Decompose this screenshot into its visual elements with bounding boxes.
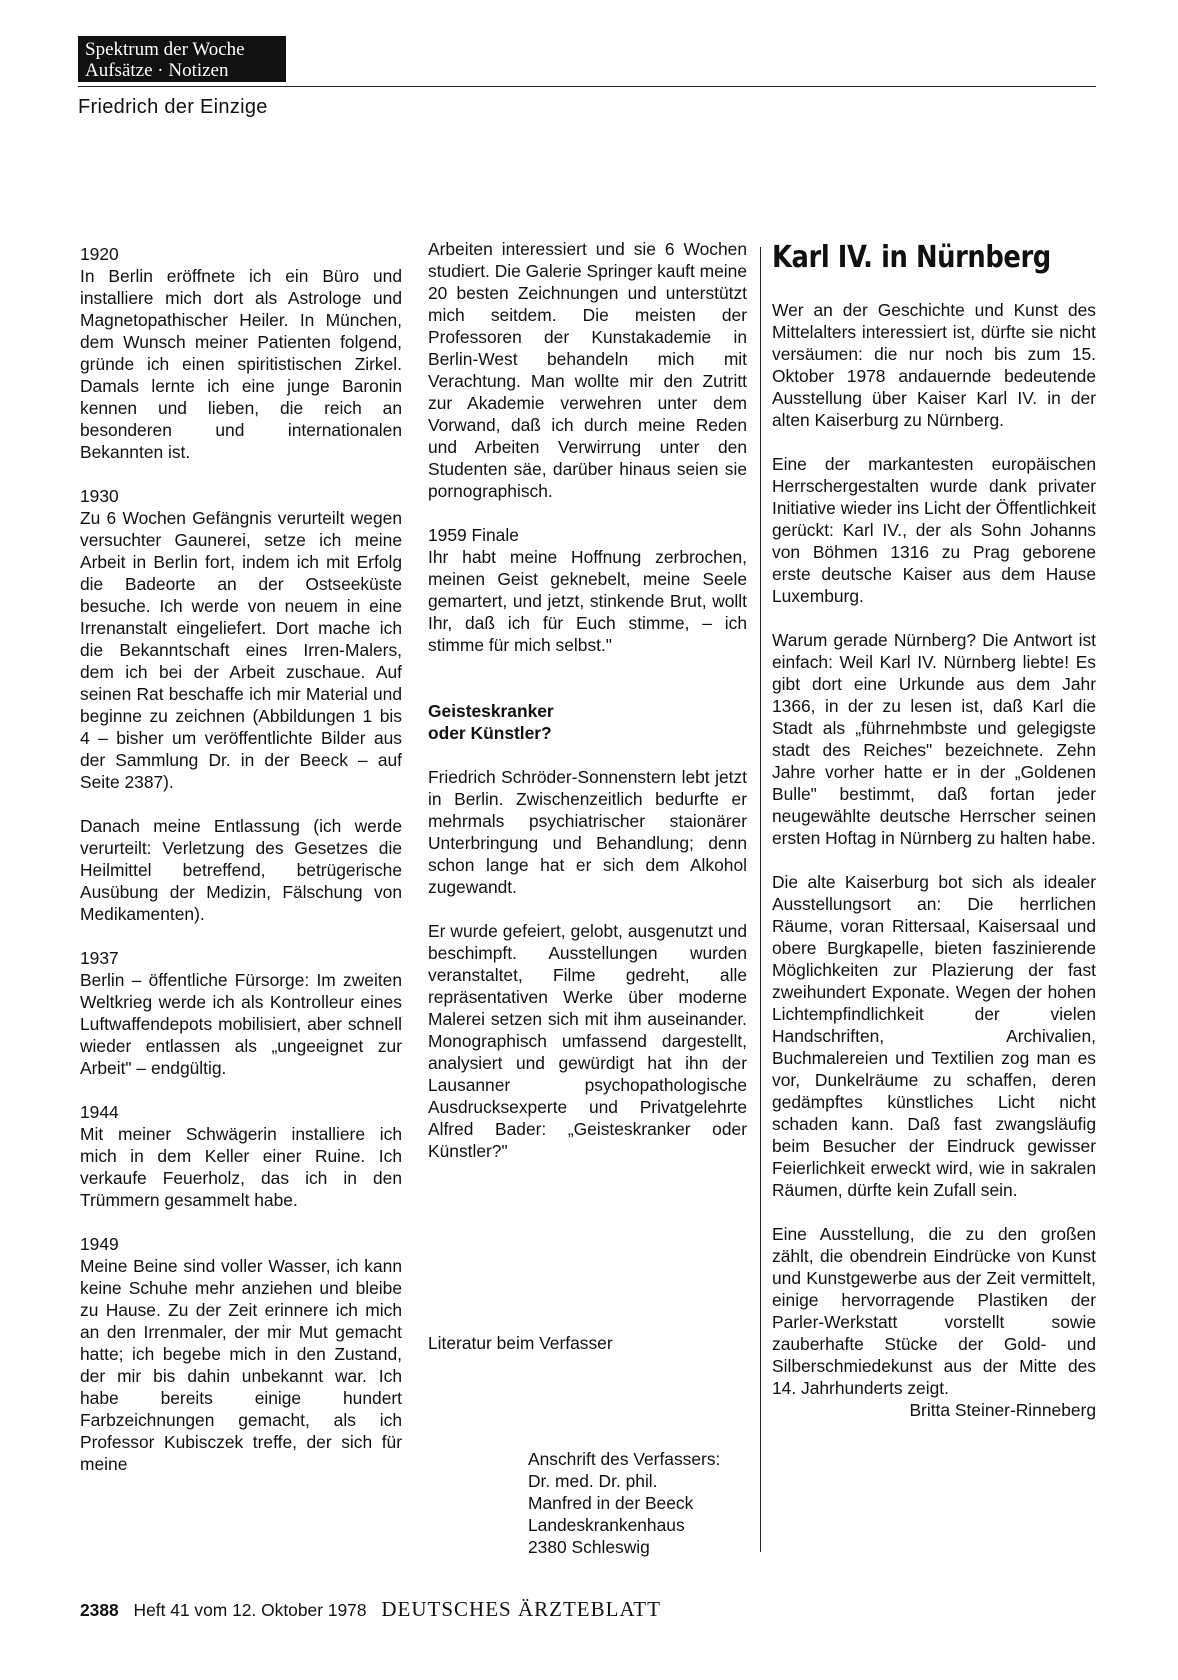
entry-text: Meine Beine sind voller Wasser, ich kann keine Schuhe mehr anziehen und bleibe zu Hause. Zu der Zeit erinnere ich mich an den Irrenmaler, der mir Mut gemacht hatte; ich begebe mich in den Zustand, der mir bis dahin unbekannt war. Ich habe bereits einige hundert Farbzeichnungen gemacht, als ich Professor Kubisczek treffe, der sich für meine bbox=[80, 1256, 402, 1474]
page-footer bbox=[80, 1597, 661, 1622]
entry-year: 1949 bbox=[80, 1234, 119, 1254]
subheading-line-1: Geisteskranker bbox=[428, 701, 554, 721]
biography-entry bbox=[80, 947, 402, 1079]
entry-year: 1920 bbox=[80, 244, 119, 264]
biography-entry bbox=[80, 243, 402, 463]
paragraph: Eine der markantesten europäischen Herrschergestalten wurde dank privater Initiative wieder ins Licht der Öffentlichkeit gerückt: Karl IV., der als Sohn Johanns von Böhmen 1316 zu Prag geborene erste deutsche Kaiser aus dem Hause Luxemburg. bbox=[772, 454, 1096, 606]
entry-year: 1944 bbox=[80, 1102, 119, 1122]
entry-text: Danach meine Entlassung (ich werde verurteilt: Verletzung des Gesetzes die Heilmittel betreffend, betrügerische Ausübung der Medizin, Fälschung von Medikamenten). bbox=[80, 816, 402, 924]
biography-entry bbox=[80, 1233, 402, 1475]
badge-line-1: Spektrum der Woche bbox=[85, 39, 245, 60]
column-2 bbox=[428, 238, 747, 1184]
paragraph: Warum gerade Nürnberg? Die Antwort ist einfach: Weil Karl IV. Nürnberg liebte! Es gibt dort eine Urkunde aus dem Jahr 1366, in der zu lesen ist, daß Karl die Stadt als „führnehmbste und gelegigste stadt des Reiches" bezeichnete. Zehn Jahre vorher hatte er in der „Goldenen Bulle" bestimmt, daß fortan jeder neugewählte deutsche Herrscher seinen ersten Hoftag in Nürnberg zu halten habe. bbox=[772, 630, 1096, 848]
paragraph-last bbox=[772, 1223, 1096, 1420]
signature: Britta Steiner-Rinneberg bbox=[909, 1400, 1096, 1420]
column-3 bbox=[772, 299, 1096, 1421]
paragraph-text: Eine Ausstellung, die zu den großen zählt, die obendrein Eindrücke von Kunst und Kunstgewerbe aus der Zeit vermittelt, einige hervorragende Plastiken der Parler-Werkstatt vorstellt sowie zauberhafte Stücke der Gold- und Silberschmiedekunst aus der Mitte des 14. Jahrhunderts zeigt. bbox=[772, 1224, 1096, 1398]
column-divider bbox=[760, 247, 761, 1552]
entry-text: Zu 6 Wochen Gefängnis verurteilt wegen versuchter Gaunerei, setze ich meine Arbeit in Berlin fort, indem ich mit Erfolg die Badeorte an der Ostseeküste besuche. Ich werde von neuem in eine Irrenanstalt eingeliefert. Dort mache ich die Bekanntschaft eines Irren-Malers, dem ich bei der Arbeit zuschaue. Auf seinen Rat beschaffe ich mir Material und beginne zu zeichnen (Abbildungen 1 bis 4 – bisher um veröffentlichte Bilder aus der Sammlung Dr. in der Beeck – auf Seite 2387). bbox=[80, 508, 402, 792]
literature-note: Literatur beim Verfasser bbox=[428, 1333, 613, 1353]
header-rule bbox=[78, 86, 1096, 87]
subheading bbox=[428, 700, 747, 744]
biography-entry bbox=[80, 815, 402, 925]
entry-year: 1930 bbox=[80, 486, 119, 506]
paragraph: Wer an der Geschichte und Kunst des Mittelalters interessiert ist, dürfte sie nicht versäumen: die nur noch bis zum 15. Oktober 1978 andauernde bedeutende Ausstellung über Kaiser Karl IV. in der alten Kaiserburg zu Nürnberg. bbox=[772, 300, 1096, 430]
article-title: Karl IV. in Nürnberg bbox=[772, 240, 1051, 275]
address-line: Dr. med. Dr. phil. bbox=[528, 1471, 658, 1491]
biography-entry bbox=[80, 1101, 402, 1211]
biography-entry bbox=[80, 485, 402, 793]
entry-year: 1959 Finale bbox=[428, 525, 519, 545]
subheading-line-2: oder Künstler? bbox=[428, 723, 552, 743]
author-address bbox=[528, 1448, 768, 1558]
issue-info: Heft 41 vom 12. Oktober 1978 bbox=[133, 1600, 367, 1620]
paragraph: Friedrich Schröder-Sonnenstern lebt jetzt in Berlin. Zwischenzeitlich bedurfte er mehrmals psychiatrischer staionärer Unterbringung und Behandlung; denn schon lange hat er sich dem Alkohol zugewandt. bbox=[428, 767, 747, 897]
address-line: Landeskrankenhaus bbox=[528, 1515, 685, 1535]
page-number: 2388 bbox=[80, 1600, 119, 1620]
entry-text: Berlin – öffentliche Fürsorge: Im zweiten Weltkrieg werde ich als Kontrolleur eines Luftwaffendepots mobilisiert, aber schnell wieder entlassen als „ungeeignet zur Arbeit" – endgültig. bbox=[80, 970, 402, 1078]
finale-entry bbox=[428, 524, 747, 656]
badge-line-2: Aufsätze · Notizen bbox=[85, 60, 229, 81]
paragraph: Arbeiten interessiert und sie 6 Wochen studiert. Die Galerie Springer kauft meine 20 besten Zeichnungen und unterstützt mich seitdem. Die meisten der Professoren der Kunstakademie in Berlin-West behandeln mich mit Verachtung. Man wollte mir den Zutritt zur Akademie verwehren unter dem Vorwand, daß ich durch meine Reden und Arbeiten Verwirrung unter den Studenten säe, darüber hinaus seien sie pornographisch. bbox=[428, 239, 747, 501]
column-1 bbox=[80, 243, 402, 1497]
entry-text: Ihr habt meine Hoffnung zerbrochen, meinen Geist geknebelt, meine Seele gemartert, und jetzt, stinkende Brut, wollt Ihr, daß ich für Euch stimme, – ich stimme für mich selbst." bbox=[428, 547, 747, 655]
entry-year: 1937 bbox=[80, 948, 119, 968]
paragraph: Die alte Kaiserburg bot sich als idealer Ausstellungsort an: Die herrlichen Räume, voran Rittersaal, Kaisersaal und obere Burgkapelle, bieten faszinierende Möglichkeiten zur Plazierung der fast zweihundert Exponate. Wegen der hohen Lichtempfindlichkeit der vielen Handschriften, Archivalien, Buchmalereien und Textilien zog man es vor, Dunkelräume zu schaffen, deren gedämpftes künstliches Licht nicht schaden kann. Daß fast zwangsläufig beim Besucher der Eindruck gewisser Feierlichkeit erweckt wird, wie in sakralen Räumen, dürfte kein Zufall sein. bbox=[772, 872, 1096, 1200]
section-title: Friedrich der Einzige bbox=[78, 96, 268, 118]
section-badge bbox=[78, 36, 286, 82]
entry-text: Mit meiner Schwägerin installiere ich mich in dem Keller einer Ruine. Ich verkaufe Feuerholz, das ich in den Trümmern gesammelt habe. bbox=[80, 1124, 402, 1210]
journal-name: DEUTSCHES ÄRZTEBLATT bbox=[381, 1597, 661, 1621]
address-line: 2380 Schleswig bbox=[528, 1537, 650, 1557]
paragraph: Er wurde gefeiert, gelobt, ausgenutzt und beschimpft. Ausstellungen wurden veranstaltet, Filme gedreht, alle repräsentativen Werke über moderne Malerei setzen sich mit ihm auseinander. Monographisch umfassend dargestellt, analysiert und gewürdigt hat ihn der Lausanner psychopathologische Ausdrucksexperte und Privatgelehrte Alfred Bader: „Geisteskranker oder Künstler?" bbox=[428, 921, 747, 1161]
entry-text: In Berlin eröffnete ich ein Büro und installiere mich dort als Astrologe und Magnetopathischer Heiler. In München, dem Wunsch meiner Patienten folgend, gründe ich einen spiritistischen Zirkel. Damals lernte ich eine junge Baronin kennen und lieben, die reich an besonderen und internationalen Bekannten ist. bbox=[80, 266, 402, 462]
address-line: Anschrift des Verfassers: bbox=[528, 1449, 721, 1469]
address-line: Manfred in der Beeck bbox=[528, 1493, 694, 1513]
